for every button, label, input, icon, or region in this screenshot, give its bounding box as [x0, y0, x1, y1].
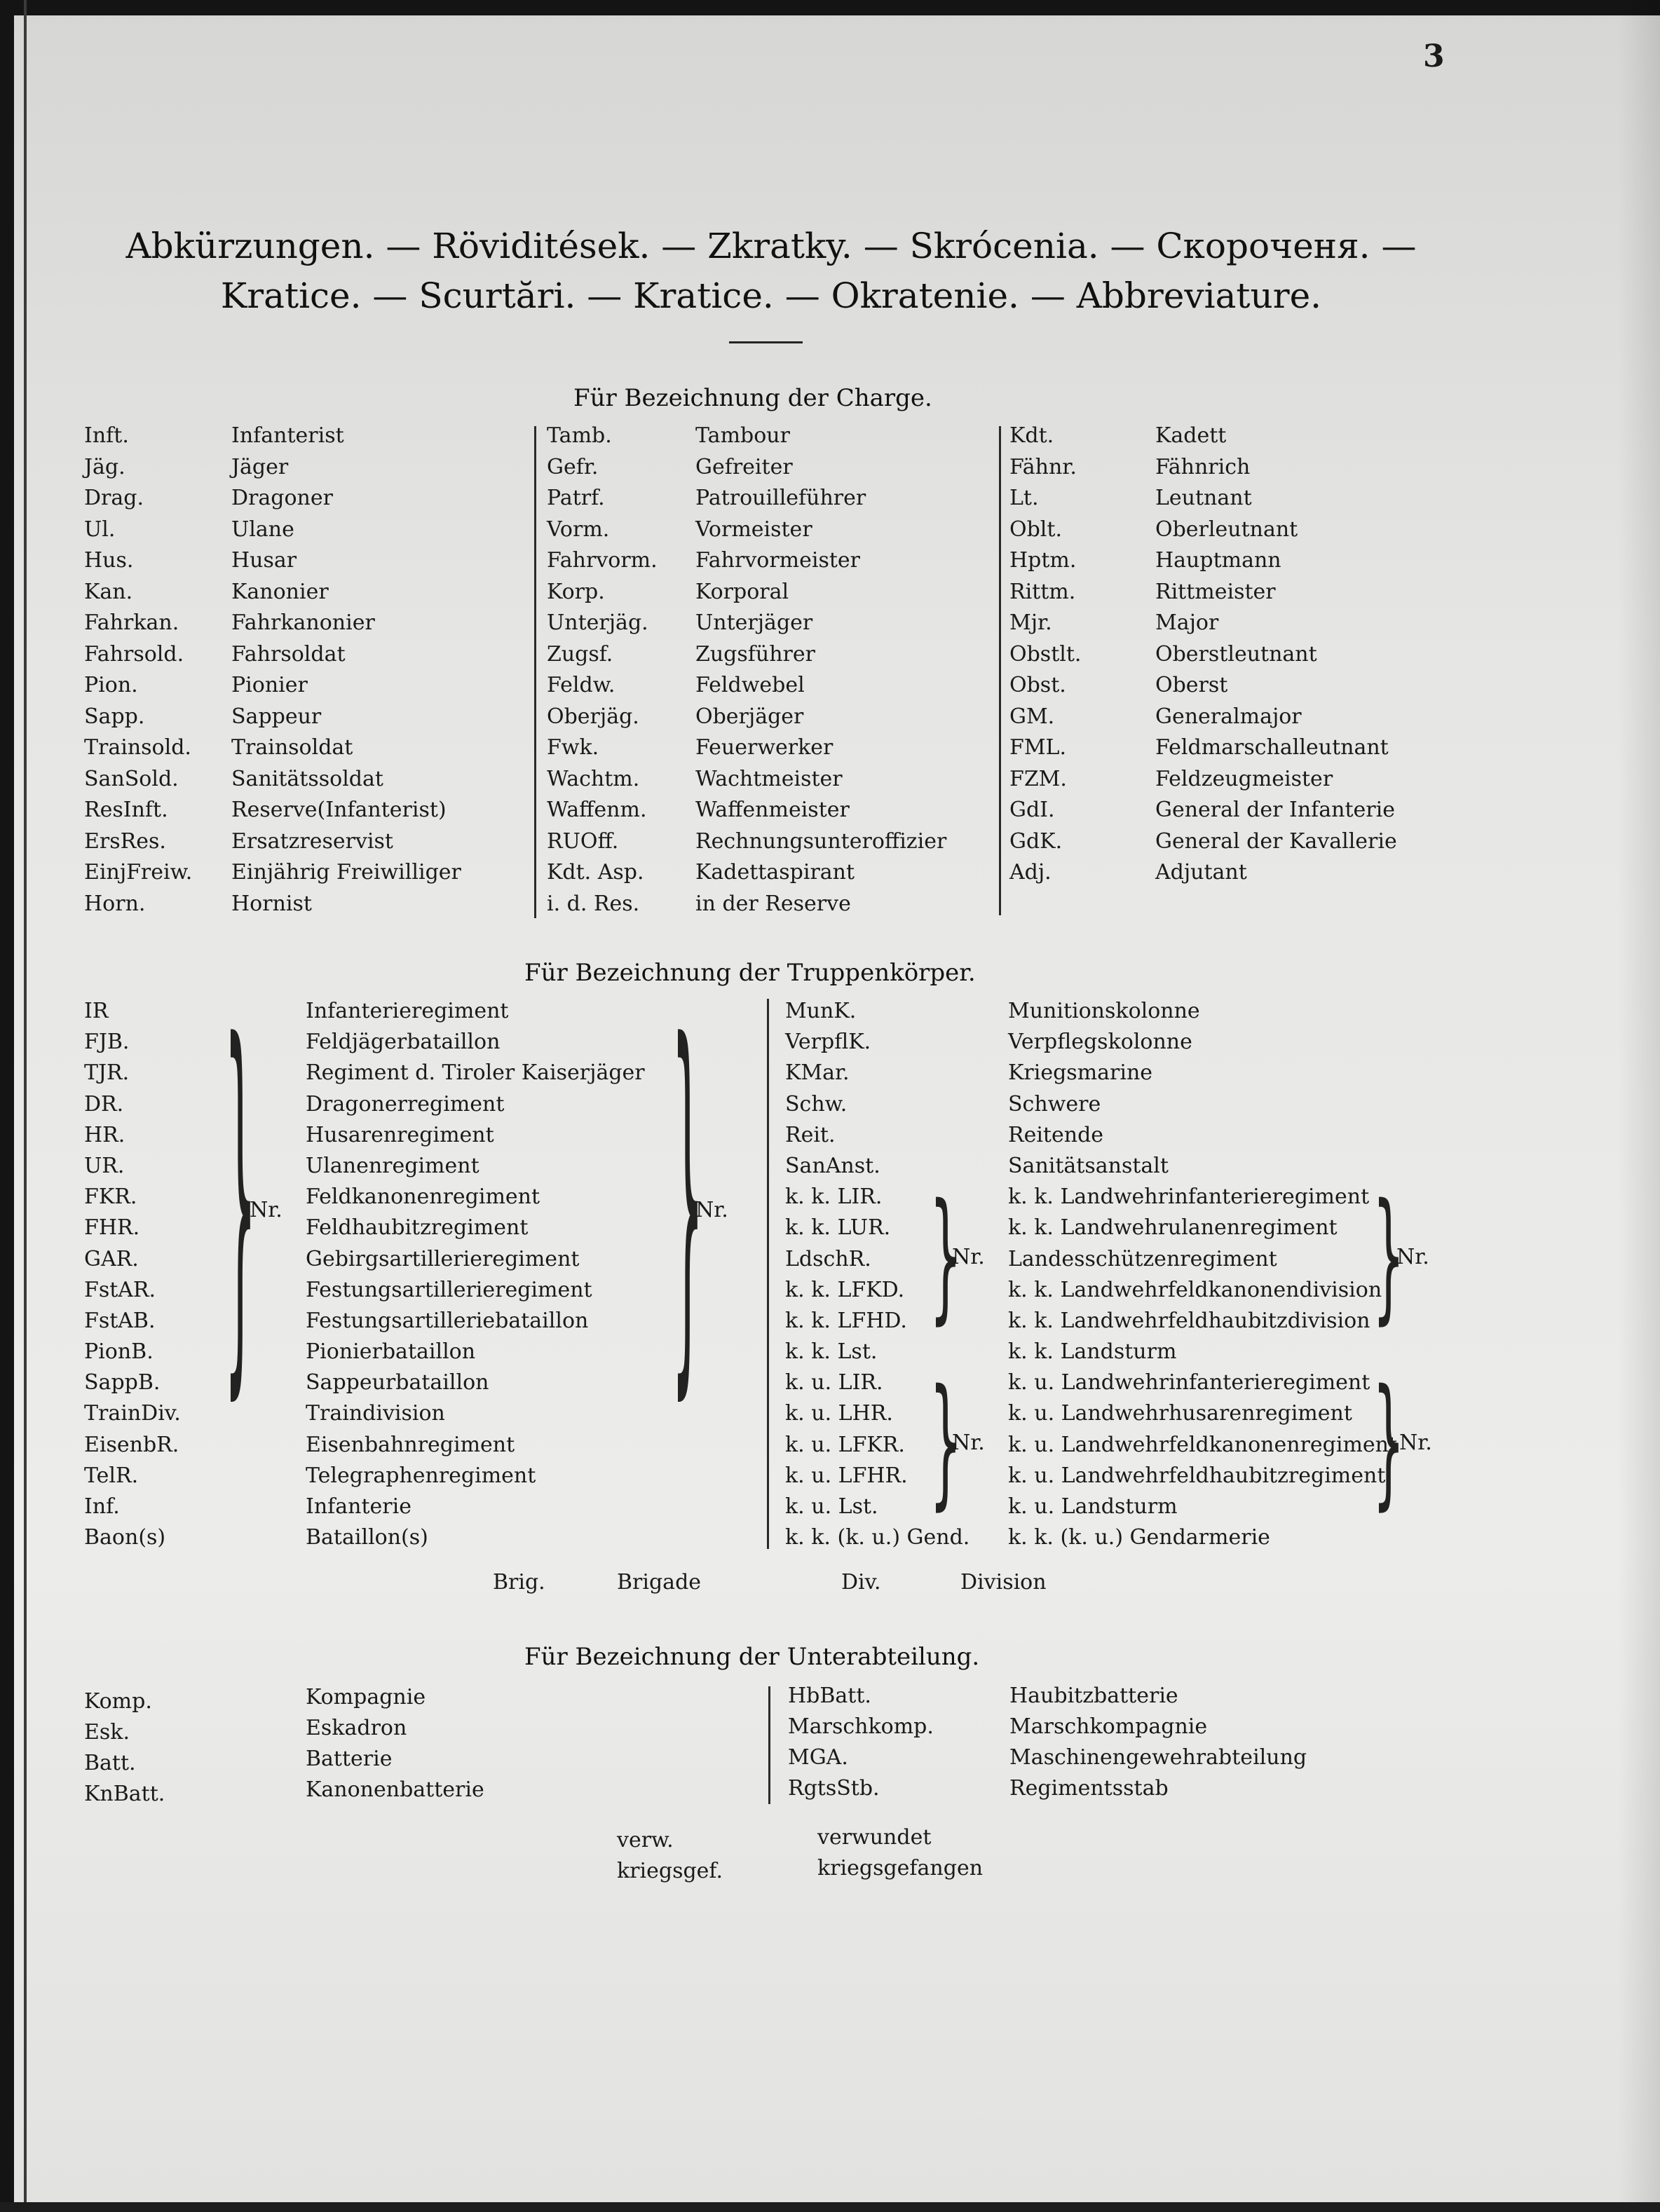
- truppen-abbr-entry: TJR.: [84, 1060, 130, 1086]
- unter-full-entry: Eskadron: [306, 1716, 407, 1740]
- truppen-abbr-entry: HR.: [84, 1122, 125, 1147]
- unter-abbr-entry: KnBatt.: [84, 1782, 165, 1806]
- truppen-abbr-entry: k. k. (k. u.) Gend.: [785, 1525, 970, 1550]
- charge-abbr-entry: Vorm.: [547, 517, 610, 542]
- charge-abbr-entry: Feldw.: [547, 673, 615, 697]
- truppen-kk-brace: }: [930, 1173, 962, 1338]
- charge-abbr-entry: i. d. Res.: [547, 891, 640, 916]
- unter-heading: Für Bezeichnung der Unterabteilung.: [524, 1643, 980, 1671]
- charge-divider-2: [999, 426, 1001, 915]
- truppen-full-entry: Sappeurbataillon: [306, 1370, 489, 1395]
- charge-abbr-entry: Rittm.: [1009, 579, 1076, 604]
- charge-full-entry: Fähnrich: [1155, 454, 1251, 479]
- charge-abbr-entry: Hus.: [84, 548, 134, 573]
- charge-full-entry: Wachtmeister: [695, 766, 843, 791]
- scan-right-shade: [1618, 0, 1660, 2212]
- charge-abbr-entry: Inft.: [84, 423, 129, 448]
- charge-abbr-entry: Kdt.: [1009, 423, 1054, 448]
- truppen-full-entry: k. u. Landwehrhusarenregiment: [1008, 1401, 1352, 1426]
- charge-full-entry: Pionier: [231, 673, 308, 697]
- charge-full-entry: Reserve(Infanterist): [231, 798, 447, 822]
- truppen-full-entry: k. u. Landwehrfeldkanonenregiment: [1008, 1432, 1398, 1457]
- charge-abbr-entry: EinjFreiw.: [84, 860, 193, 885]
- truppen-abbr-entry: k. u. LIR.: [785, 1370, 883, 1395]
- truppen-abbr-entry: k. k. LFKD.: [785, 1277, 905, 1302]
- truppen-abbr-entry: FHR.: [84, 1215, 140, 1241]
- unter-full-entry: Maschinengewehrabteilung: [1009, 1745, 1307, 1770]
- truppen-abbr-entry: TelR.: [84, 1463, 139, 1488]
- title-line-1: Abkürzungen. — Röviditések. — Zkratky. — Skrócenia. — Скороченя. —: [125, 226, 1417, 266]
- truppen-full-entry: Pionierbataillon: [306, 1339, 476, 1365]
- unter-misc-full-list: [817, 1822, 983, 1884]
- unter-left-abbr-list: [84, 1686, 165, 1810]
- truppen-abbr-entry: FJB.: [84, 1030, 130, 1055]
- charge-full-entry: Major: [1155, 610, 1219, 635]
- charge-col3-full-list: [1155, 421, 1397, 889]
- truppen-kk-outer-brace: }: [1373, 1173, 1405, 1338]
- truppen-ku-outer-nr: Nr.: [1399, 1431, 1432, 1455]
- charge-full-entry: Infanterist: [231, 423, 344, 448]
- truppen-abbr-entry: k. u. LHR.: [785, 1401, 893, 1426]
- charge-full-entry: General der Kavallerie: [1155, 828, 1397, 854]
- truppen-ku-outer-brace: }: [1373, 1358, 1405, 1524]
- charge-col1-abbr-list: [84, 421, 192, 920]
- truppen-abbr-entry: k. k. LFHD.: [785, 1308, 907, 1333]
- unter-divider: [768, 1686, 770, 1804]
- truppen-full-entry: k. k. (k. u.) Gendarmerie: [1008, 1525, 1270, 1550]
- truppen-full-entry: Traindivision: [306, 1401, 445, 1426]
- unter-abbr-entry: HbBatt.: [788, 1684, 871, 1708]
- charge-abbr-entry: Obst.: [1009, 673, 1066, 697]
- truppen-full-entry: k. u. Landsturm: [1008, 1494, 1178, 1519]
- charge-abbr-entry: Kdt. Asp.: [547, 860, 644, 885]
- charge-abbr-entry: SanSold.: [84, 766, 179, 791]
- charge-abbr-entry: Jäg.: [84, 454, 125, 479]
- truppen-abbr-entry: Reit.: [785, 1122, 836, 1147]
- truppen-left-nr: Nr.: [250, 1198, 283, 1222]
- charge-abbr-entry: Fahrkan.: [84, 610, 179, 635]
- charge-abbr-entry: Fahrvorm.: [547, 548, 658, 573]
- charge-divider-1: [534, 426, 536, 918]
- charge-full-entry: Ersatzreservist: [231, 828, 393, 854]
- charge-full-entry: Fahrsoldat: [231, 641, 346, 667]
- charge-abbr-entry: Wachtm.: [547, 766, 640, 791]
- charge-full-entry: Tambour: [695, 423, 790, 448]
- truppen-abbr-entry: FstAR.: [84, 1277, 156, 1302]
- truppen-kk-nr: Nr.: [952, 1245, 985, 1269]
- truppen-full-entry: Feldhaubitzregiment: [306, 1215, 529, 1241]
- truppen-abbr-entry: DR.: [84, 1091, 124, 1117]
- charge-full-entry: Kanonier: [231, 579, 329, 604]
- charge-full-entry: Jäger: [231, 454, 289, 479]
- unter-abbr-entry: Batt.: [84, 1751, 136, 1775]
- charge-full-entry: Rittmeister: [1155, 579, 1276, 604]
- charge-abbr-entry: Ul.: [84, 517, 116, 542]
- unter-full-entry: Kanonenbatterie: [306, 1777, 484, 1802]
- truppen-ku-nr: Nr.: [952, 1431, 985, 1455]
- truppen-full-entry: Munitionskolonne: [1008, 999, 1200, 1023]
- charge-abbr-entry: Gefr.: [547, 454, 599, 479]
- charge-abbr-entry: Oberjäg.: [547, 704, 639, 729]
- charge-abbr-entry: Korp.: [547, 579, 605, 604]
- charge-col3-abbr-list: [1009, 421, 1081, 889]
- truppen-full-entry: Eisenbahnregiment: [306, 1432, 515, 1457]
- truppen-left-brace: }: [224, 960, 257, 1431]
- charge-abbr-entry: Fähnr.: [1009, 454, 1077, 479]
- charge-abbr-entry: Tamb.: [547, 423, 612, 448]
- charge-col1-full-list: [231, 421, 461, 920]
- truppen-abbr-entry: k. u. LFKR.: [785, 1432, 905, 1457]
- scan-left-border: [0, 0, 14, 2212]
- truppen-full-entry: k. k. Landwehrulanenregiment: [1008, 1215, 1338, 1241]
- truppen-full-entry: Feldkanonenregiment: [306, 1184, 540, 1210]
- charge-full-entry: Rechnungsunteroffizier: [695, 828, 947, 854]
- charge-abbr-entry: GdK.: [1009, 828, 1063, 854]
- truppen-abbr-entry: SanAnst.: [785, 1153, 880, 1178]
- unter-right-abbr-list: [788, 1681, 934, 1804]
- truppen-abbr-entry: Inf.: [84, 1494, 120, 1519]
- truppen-full-entry: Schwere: [1008, 1091, 1101, 1117]
- charge-abbr-entry: Zugsf.: [547, 641, 613, 667]
- charge-full-entry: Oberstleutnant: [1155, 641, 1317, 667]
- truppen-abbr-entry: FKR.: [84, 1184, 137, 1210]
- charge-full-entry: Vormeister: [695, 517, 812, 542]
- unter-abbr-entry: Marschkomp.: [788, 1714, 934, 1739]
- truppen-full-entry: Reitende: [1008, 1122, 1104, 1147]
- charge-abbr-entry: Obstlt.: [1009, 641, 1082, 667]
- charge-abbr-entry: Mjr.: [1009, 610, 1052, 635]
- truppen-right-full-list: [1008, 996, 1397, 1553]
- truppen-full-entry: Verpflegskolonne: [1008, 1030, 1192, 1055]
- charge-abbr-entry: Fahrsold.: [84, 641, 184, 667]
- truppen-abbr-entry: GAR.: [84, 1246, 139, 1271]
- truppen-full-entry: Gebirgsartillerieregiment: [306, 1246, 580, 1271]
- truppen-full-entry: Sanitätsanstalt: [1008, 1153, 1169, 1178]
- charge-full-entry: Patrouilleführer: [695, 486, 866, 510]
- charge-full-entry: Kadett: [1155, 423, 1227, 448]
- charge-abbr-entry: FML.: [1009, 735, 1066, 760]
- charge-abbr-entry: Drag.: [84, 486, 144, 510]
- truppen-abbr-entry: MunK.: [785, 999, 857, 1023]
- charge-abbr-entry: FZM.: [1009, 766, 1067, 791]
- charge-abbr-entry: Fwk.: [547, 735, 599, 760]
- truppen-abbr-entry: k. k. LIR.: [785, 1184, 883, 1210]
- brig-full: Brigade: [617, 1570, 702, 1595]
- truppen-mid-brace: }: [672, 960, 704, 1431]
- truppen-full-entry: Landesschützenregiment: [1008, 1246, 1277, 1271]
- truppen-ku-brace: }: [930, 1358, 962, 1524]
- truppen-abbr-entry: IR: [84, 999, 109, 1023]
- charge-full-entry: Adjutant: [1155, 860, 1247, 885]
- charge-abbr-entry: Unterjäg.: [547, 610, 648, 635]
- charge-abbr-entry: ResInft.: [84, 798, 168, 822]
- charge-col2-full-list: [695, 421, 946, 920]
- div-full: Division: [960, 1570, 1047, 1595]
- brig-abbr: Brig.: [493, 1570, 545, 1595]
- truppen-full-entry: Bataillon(s): [306, 1525, 428, 1550]
- charge-full-entry: Feuerwerker: [695, 735, 834, 760]
- unter-full-entry: Haubitzbatterie: [1009, 1684, 1178, 1708]
- charge-abbr-entry: Patrf.: [547, 486, 605, 510]
- charge-full-entry: General der Infanterie: [1155, 798, 1395, 822]
- truppen-abbr-entry: Schw.: [785, 1091, 848, 1117]
- truppen-left-abbr-list: [84, 996, 181, 1553]
- unter-abbr-entry: Esk.: [84, 1720, 130, 1745]
- page-number: 3: [1423, 39, 1445, 74]
- truppen-abbr-entry: VerpflK.: [785, 1030, 871, 1055]
- title-divider: [729, 341, 803, 343]
- charge-full-entry: Zugsführer: [695, 641, 815, 667]
- charge-full-entry: Gefreiter: [695, 454, 793, 479]
- unter-full-entry: verwundet: [817, 1825, 932, 1850]
- charge-abbr-entry: Oblt.: [1009, 517, 1062, 542]
- charge-full-entry: Feldwebel: [695, 673, 805, 697]
- charge-full-entry: Sappeur: [231, 704, 322, 729]
- charge-abbr-entry: RUOff.: [547, 828, 619, 854]
- truppen-abbr-entry: EisenbR.: [84, 1432, 179, 1457]
- unter-full-entry: Kompagnie: [306, 1685, 426, 1709]
- truppen-mid-nr: Nr.: [695, 1198, 728, 1222]
- truppen-full-entry: k. k. Landwehrinfanterieregiment: [1008, 1184, 1370, 1210]
- unter-full-entry: kriegsgefangen: [817, 1856, 984, 1880]
- truppen-abbr-entry: FstAB.: [84, 1308, 156, 1333]
- truppen-left-full-list: [306, 996, 645, 1553]
- truppen-full-entry: k. k. Landsturm: [1008, 1339, 1177, 1365]
- truppen-heading: Für Bezeichnung der Truppenkörper.: [524, 959, 976, 987]
- charge-full-entry: Dragoner: [231, 486, 333, 510]
- truppen-full-entry: Festungsartillerieregiment: [306, 1277, 592, 1302]
- unter-abbr-entry: Komp.: [84, 1689, 152, 1714]
- charge-abbr-entry: GM.: [1009, 704, 1055, 729]
- charge-abbr-entry: Trainsold.: [84, 735, 191, 760]
- truppen-abbr-entry: PionB.: [84, 1339, 154, 1365]
- charge-abbr-entry: Sapp.: [84, 704, 145, 729]
- unter-abbr-entry: MGA.: [788, 1745, 848, 1770]
- charge-full-entry: Oberleutnant: [1155, 517, 1298, 542]
- charge-full-entry: Feldzeugmeister: [1155, 766, 1333, 791]
- charge-abbr-entry: Hptm.: [1009, 548, 1077, 573]
- truppen-kk-outer-nr: Nr.: [1396, 1245, 1429, 1269]
- charge-full-entry: Hornist: [231, 891, 312, 916]
- div-abbr: Div.: [841, 1570, 881, 1595]
- charge-full-entry: Einjährig Freiwilliger: [231, 860, 461, 885]
- page-left-rule: [24, 0, 27, 2212]
- truppen-abbr-entry: k. k. LUR.: [785, 1215, 891, 1241]
- truppen-full-entry: Infanterieregiment: [306, 999, 509, 1023]
- truppen-full-entry: Regiment d. Tiroler Kaiserjäger: [306, 1060, 645, 1086]
- truppen-full-entry: k. k. Landwehrfeldkanonendivision: [1008, 1277, 1382, 1302]
- unter-full-entry: Batterie: [306, 1747, 393, 1771]
- unter-abbr-entry: RgtsStb.: [788, 1776, 880, 1801]
- charge-full-entry: Ulane: [231, 517, 294, 542]
- unter-abbr-entry: kriegsgef.: [617, 1859, 723, 1883]
- truppen-abbr-entry: k. u. Lst.: [785, 1494, 878, 1519]
- truppen-full-entry: k. k. Landwehrfeldhaubitzdivision: [1008, 1308, 1370, 1333]
- charge-abbr-entry: Kan.: [84, 579, 133, 604]
- charge-full-entry: Feldmarschalleutnant: [1155, 735, 1389, 760]
- truppen-full-entry: Husarenregiment: [306, 1122, 494, 1147]
- truppen-abbr-entry: k. k. Lst.: [785, 1339, 878, 1365]
- truppen-abbr-entry: SappB.: [84, 1370, 161, 1395]
- truppen-full-entry: Festungsartilleriebataillon: [306, 1308, 589, 1333]
- truppen-full-entry: Ulanenregiment: [306, 1153, 479, 1178]
- charge-full-entry: Fahrvormeister: [695, 548, 861, 573]
- scan-bottom-border: [0, 2202, 1660, 2212]
- charge-full-entry: Oberst: [1155, 673, 1228, 697]
- charge-full-entry: Korporal: [695, 579, 789, 604]
- truppen-full-entry: Dragonerregiment: [306, 1091, 505, 1117]
- unter-left-full-list: [306, 1682, 484, 1805]
- charge-full-entry: Generalmajor: [1155, 704, 1302, 729]
- charge-abbr-entry: Lt.: [1009, 486, 1039, 510]
- unter-right-full-list: [1009, 1681, 1307, 1804]
- charge-full-entry: Leutnant: [1155, 486, 1252, 510]
- charge-full-entry: Waffenmeister: [695, 798, 850, 822]
- truppen-full-entry: Feldjägerbataillon: [306, 1030, 501, 1055]
- charge-abbr-entry: Pion.: [84, 673, 138, 697]
- truppen-divider: [767, 999, 769, 1549]
- unter-full-entry: Marschkompagnie: [1009, 1714, 1208, 1739]
- truppen-full-entry: Kriegsmarine: [1008, 1060, 1153, 1086]
- truppen-full-entry: k. u. Landwehrinfanterieregiment: [1008, 1370, 1370, 1395]
- charge-abbr-entry: Waffenm.: [547, 798, 647, 822]
- truppen-abbr-entry: LdschR.: [785, 1246, 871, 1271]
- charge-abbr-entry: Horn.: [84, 891, 146, 916]
- unter-full-entry: Regimentsstab: [1009, 1776, 1169, 1801]
- truppen-abbr-entry: UR.: [84, 1153, 125, 1178]
- unter-abbr-entry: verw.: [617, 1828, 674, 1852]
- unter-misc-abbr-list: [617, 1825, 723, 1887]
- truppen-abbr-entry: KMar.: [785, 1060, 850, 1086]
- title-line-2: Kratice. — Scurtări. — Kratice. — Okratenie. — Abbreviature.: [220, 275, 1322, 316]
- charge-heading: Für Bezeichnung der Charge.: [573, 384, 932, 412]
- charge-full-entry: in der Reserve: [695, 891, 851, 916]
- scan-top-border: [0, 0, 1660, 15]
- truppen-full-entry: k. u. Landwehrfeldhaubitzregiment: [1008, 1463, 1386, 1488]
- charge-abbr-entry: ErsRes.: [84, 828, 166, 854]
- charge-abbr-entry: GdI.: [1009, 798, 1055, 822]
- truppen-abbr-entry: TrainDiv.: [84, 1401, 181, 1426]
- charge-full-entry: Oberjäger: [695, 704, 804, 729]
- charge-full-entry: Sanitätssoldat: [231, 766, 383, 791]
- charge-full-entry: Fahrkanonier: [231, 610, 375, 635]
- charge-full-entry: Trainsoldat: [231, 735, 353, 760]
- truppen-full-entry: Telegraphenregiment: [306, 1463, 536, 1488]
- charge-col2-abbr-list: [547, 421, 658, 920]
- truppen-abbr-entry: k. u. LFHR.: [785, 1463, 908, 1488]
- truppen-abbr-entry: Baon(s): [84, 1525, 166, 1550]
- charge-abbr-entry: Adj.: [1009, 860, 1052, 885]
- charge-full-entry: Husar: [231, 548, 297, 573]
- charge-full-entry: Hauptmann: [1155, 548, 1281, 573]
- charge-full-entry: Kadettaspirant: [695, 860, 855, 885]
- charge-full-entry: Unterjäger: [695, 610, 813, 635]
- truppen-full-entry: Infanterie: [306, 1494, 411, 1519]
